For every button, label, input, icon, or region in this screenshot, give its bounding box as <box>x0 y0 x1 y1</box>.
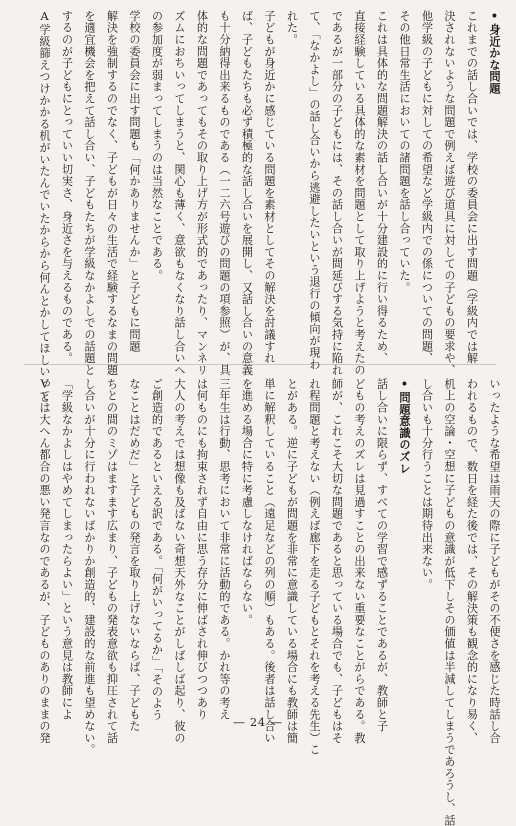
text-line: て、「なかよし」の話し合いから逃避したいという退行の傾向が現わ <box>308 10 321 371</box>
text-line: を適宜機会を把えて話し合い、子どもたちが学級なかよしでの話題と <box>83 10 96 376</box>
section-heading: •身近かな問題 <box>488 10 501 95</box>
text-line: 学校の委員会に出す問題も「何かありませんか」と子どもに問題 <box>128 10 141 353</box>
text-line: 話し合いに限らず、すべての学習で感ずることであるが、教師と子 <box>375 378 389 732</box>
page-number: ― 24 ― <box>233 716 283 729</box>
text-line: も十分納得出来るものである（一二六号遊びの問題の項参照）が、具 <box>218 10 231 376</box>
text-line: ズムにおちいってしまうと、関心も薄く、意欲もなくなり話し合いへ <box>173 10 186 376</box>
text-line: を進める場合に特に考慮しなければならない。 <box>240 378 254 626</box>
text-line: これは具体的な問題解決の話し合いが十分建設的に行い得るため、 <box>375 10 389 364</box>
text-line: われるもので、数日を経た後では、その解決策も観念的になり易く、 <box>465 378 479 744</box>
text-line: どもの考えのズレは見過すことの出来ない重要なことがらである。教 <box>353 378 366 744</box>
text-line: その他日常生活においての諸問題を話し合っていた。 <box>398 10 411 294</box>
text-line: 「学級なかよしはやめてしまったらよい」という意見は教師によ <box>60 378 74 721</box>
text-line: れた。 <box>285 10 299 46</box>
text-line: 決されないような問題で例えば遊び道具に対しての子どもの要求や、 <box>443 10 456 376</box>
text-line: し合いも十分行うことは期待出来ない。 <box>420 378 434 591</box>
text-line: であるが一部分の子どもには、その話し合いが間延びする気持に陥れ <box>330 10 344 376</box>
text-line: するのが子どもにとっていい切実さ、身近さを与えるものである。 <box>60 10 74 364</box>
text-line: なことはだめだ」と子どもの発言を取り上げないならば、子どもた <box>128 378 141 732</box>
text-line: れ程問題と考えない（例えば廊下を走る子どもとそれを考える先生）こ <box>308 378 321 756</box>
text-line: 子どもが身近かに感じている問題を素材としてその解決を討議すれ <box>263 10 276 364</box>
text-line: 単に解釈していること（遠足などの列の順）もある。後者は話し合い <box>263 378 276 744</box>
text-line: これまでの話し合いでは、学校の委員会に出す問題（学級内では解 <box>465 10 479 364</box>
text-line: 三年生は行動、思考において非常に活動的である。かれ等の考え <box>218 378 231 721</box>
text-line: ば、子どもたちも必ず積極的な話し合いを展開し、又話し合いの意義 <box>240 10 254 376</box>
section-heading: •問題意識のズレ <box>398 378 411 475</box>
text-line: いったような希望は雨天の際に子どもがその不便さを感じた時話し合 <box>488 378 501 744</box>
text-line: とがある。逆に子どもが問題を非常に意識している場合にも教師は簡 <box>285 378 299 744</box>
text-line: っては大へん都合の悪い発言なのであるが、子どものありのままの発 <box>38 378 51 744</box>
text-line: 体的な問題であってもその取り上げ方が形式的であったり、マンネリ <box>195 10 209 376</box>
text-line: A学級篩えつけかかる机がいたんでいたからから何んとかしてほしいVと <box>38 10 51 403</box>
text-line: し合いが十分に行われないばかりか創造的、建設的な前進も望めない。 <box>83 378 96 756</box>
text-line: ご創造的であるといえる訳である。「何がいってるか」「そのよう <box>150 378 164 721</box>
text-line: の参加度が弱まってしまうのは当然なことである。 <box>150 10 164 282</box>
text-line: 解決を強制するのでなく、子どもが日々の生活で経験するなまの問題 <box>105 10 119 376</box>
text-line: は何ものにも拘束されず自由に思う存分に伸ばされ伸びつつあり <box>195 378 209 721</box>
text-line: 大人の考えでは想像も及ばない奇想天外なことがしばしば起り、彼の <box>173 378 186 744</box>
text-line: 直接経験している具体的な素材を問題として取り上げようと考えたの <box>353 10 366 376</box>
text-line: ちとの間のミゾはますます広まり、子どもの発表意欲も抑圧されて話 <box>105 378 119 744</box>
text-line: 机上の空論・空想に子どもの意識が低下しその価値は半減してしまうであろうし、話 <box>443 378 456 826</box>
text-line: 他学級の子どもに対しての希望など学級内での係についての問題、 <box>420 10 434 364</box>
text-line: 師が、これこそ大切な問題であると思っている場合でも、子どもはそ <box>330 378 344 744</box>
